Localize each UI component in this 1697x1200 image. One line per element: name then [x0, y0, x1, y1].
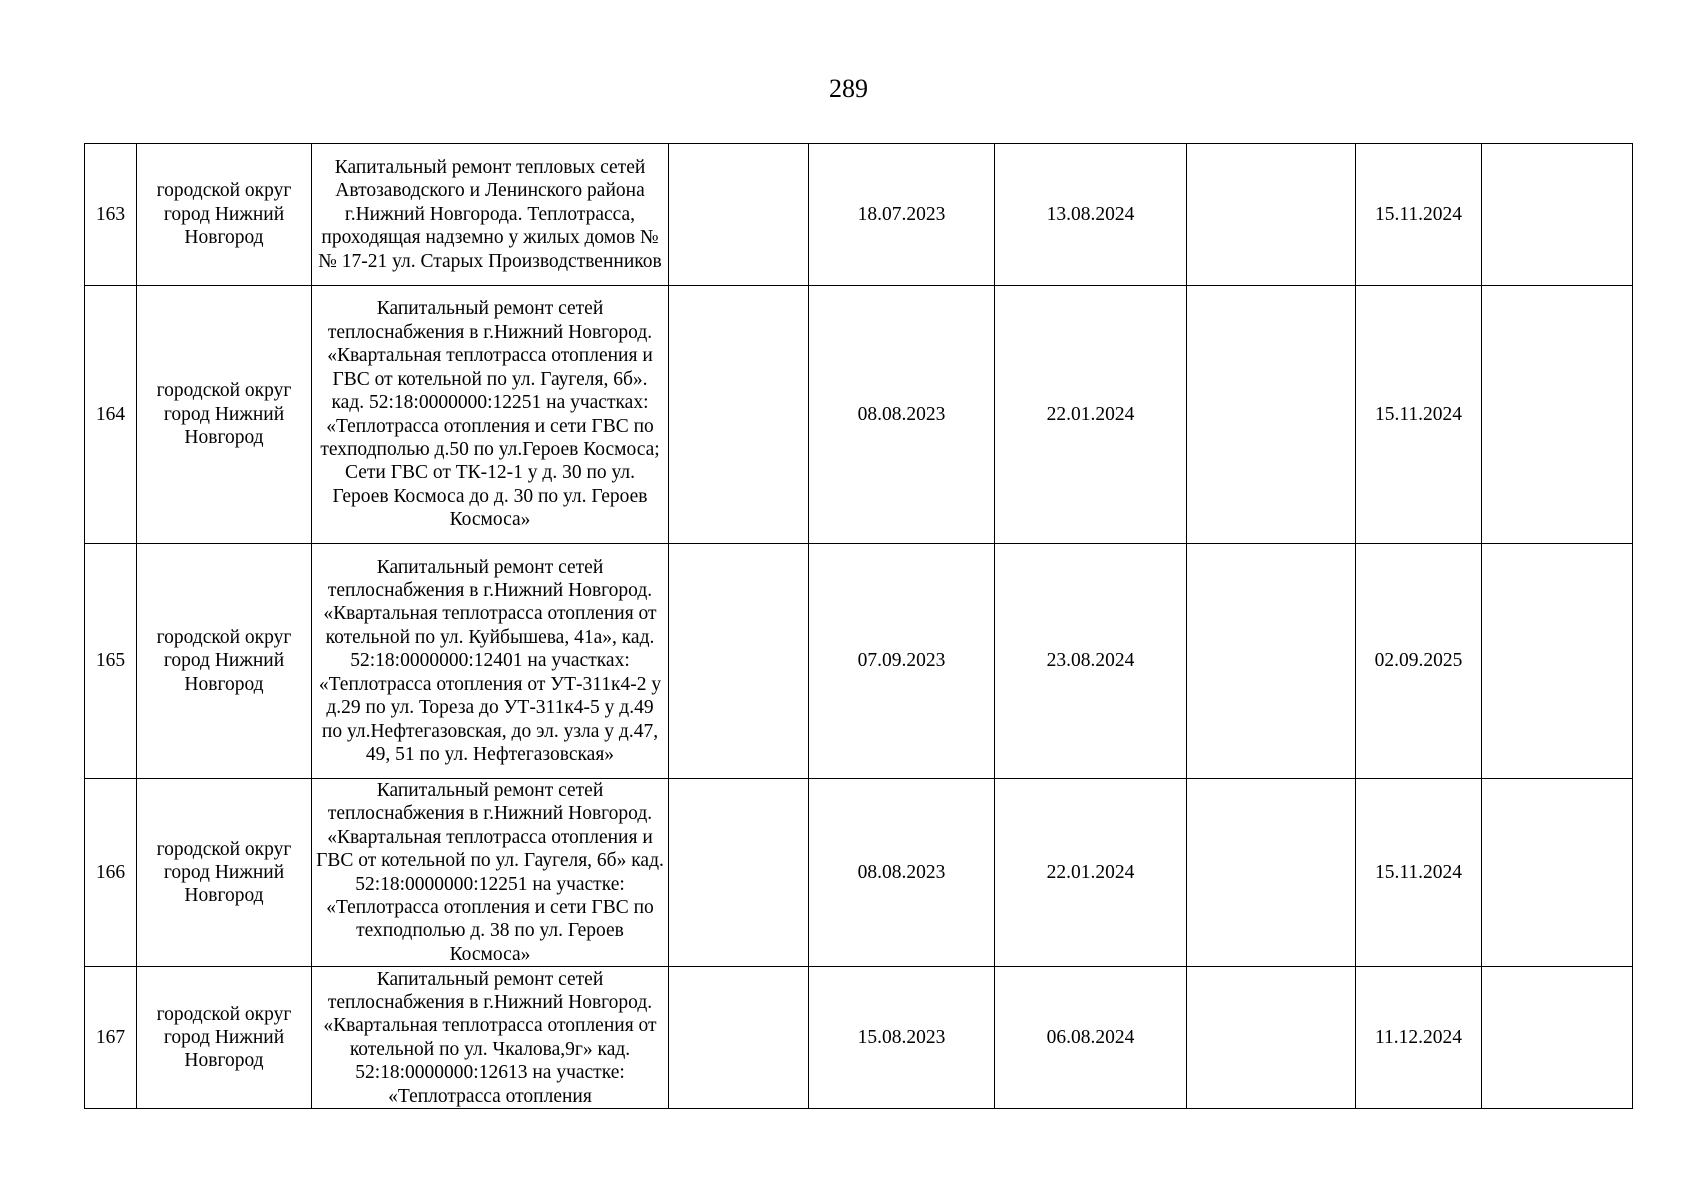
date-cell-1: 08.08.2023: [809, 286, 995, 544]
works-table: [84, 143, 1633, 1109]
district-cell: городской округ город Нижний Новгород: [137, 144, 312, 286]
date-cell-3: 15.11.2024: [1356, 286, 1482, 544]
empty-cell: [1482, 779, 1633, 967]
description-cell: Капитальный ремонт сетей теплоснабжения в г.Нижний Новгород. «Квартальная теплотрасса отопления от котельной по ул. Куйбышева, 41а», кад. 52:18:0000000:12401 на участках: «Теплотрасса отопления от УТ-311к4-2 у д.29 по ул. Тореза до УТ-311к4-5 у д.49 по ул.Нефтегазовская, до эл. узла у д.47, 49, 51 по ул. Нефтегазовская»: [312, 544, 669, 779]
empty-cell: [669, 144, 809, 286]
date-cell-3: 15.11.2024: [1356, 779, 1482, 967]
date-cell-1: 07.09.2023: [809, 544, 995, 779]
date-cell-2: 22.01.2024: [995, 779, 1187, 967]
description-cell: Капитальный ремонт сетей теплоснабжения в г.Нижний Новгород. «Квартальная теплотрасса отопления и ГВС от котельной по ул. Гаугеля, 6б» кад. 52:18:0000000:12251 на участке: «Теплотрасса отопления и сети ГВС по техподполью д. 38 по ул. Героев Космоса»: [312, 779, 669, 967]
empty-cell: [1187, 144, 1356, 286]
empty-cell: [1187, 967, 1356, 1109]
date-cell-3: 02.09.2025: [1356, 544, 1482, 779]
date-cell-2: 13.08.2024: [995, 144, 1187, 286]
date-cell-3: 11.12.2024: [1356, 967, 1482, 1109]
date-cell-3: 15.11.2024: [1356, 144, 1482, 286]
empty-cell: [1187, 286, 1356, 544]
table-row: [85, 967, 1633, 1109]
district-cell: городской округ город Нижний Новгород: [137, 779, 312, 967]
row-number: 163: [85, 144, 137, 286]
row-number: 165: [85, 544, 137, 779]
table-row: [85, 144, 1633, 286]
date-cell-1: 18.07.2023: [809, 144, 995, 286]
empty-cell: [1482, 144, 1633, 286]
empty-cell: [1187, 544, 1356, 779]
empty-cell: [669, 286, 809, 544]
row-number: 166: [85, 779, 137, 967]
empty-cell: [1482, 967, 1633, 1109]
table-row: [85, 544, 1633, 779]
empty-cell: [1482, 286, 1633, 544]
date-cell-2: 23.08.2024: [995, 544, 1187, 779]
table-row: [85, 286, 1633, 544]
empty-cell: [1482, 544, 1633, 779]
row-number: 164: [85, 286, 137, 544]
table-row: [85, 779, 1633, 967]
district-cell: городской округ город Нижний Новгород: [137, 967, 312, 1109]
date-cell-2: 06.08.2024: [995, 967, 1187, 1109]
date-cell-1: 08.08.2023: [809, 779, 995, 967]
empty-cell: [669, 967, 809, 1109]
date-cell-2: 22.01.2024: [995, 286, 1187, 544]
row-number: 167: [85, 967, 137, 1109]
page-number: 289: [829, 74, 868, 103]
description-cell: Капитальный ремонт сетей теплоснабжения в г.Нижний Новгород. «Квартальная теплотрасса отопления от котельной по ул. Чкалова,9г» кад. 52:18:0000000:12613 на участке: «Теплотрасса отопления: [312, 967, 669, 1109]
empty-cell: [1187, 779, 1356, 967]
district-cell: городской округ город Нижний Новгород: [137, 544, 312, 779]
district-cell: городской округ город Нижний Новгород: [137, 286, 312, 544]
empty-cell: [669, 544, 809, 779]
description-cell: Капитальный ремонт тепловых сетей Автозаводского и Ленинского района г.Нижний Новгорода. Теплотрасса, проходящая надземно у жилых домов №№ 17-21 ул. Старых Производственников: [312, 144, 669, 286]
date-cell-1: 15.08.2023: [809, 967, 995, 1109]
description-cell: Капитальный ремонт сетей теплоснабжения в г.Нижний Новгород. «Квартальная теплотрасса отопления и ГВС от котельной по ул. Гаугеля, 6б». кад. 52:18:0000000:12251 на участках: «Теплотрасса отопления и сети ГВС по техподполью д.50 по ул.Героев Космоса; Сети ГВС от ТК-12-1 у д. 30 по ул. Героев Космоса до д. 30 по ул. Героев Космоса»: [312, 286, 669, 544]
empty-cell: [669, 779, 809, 967]
